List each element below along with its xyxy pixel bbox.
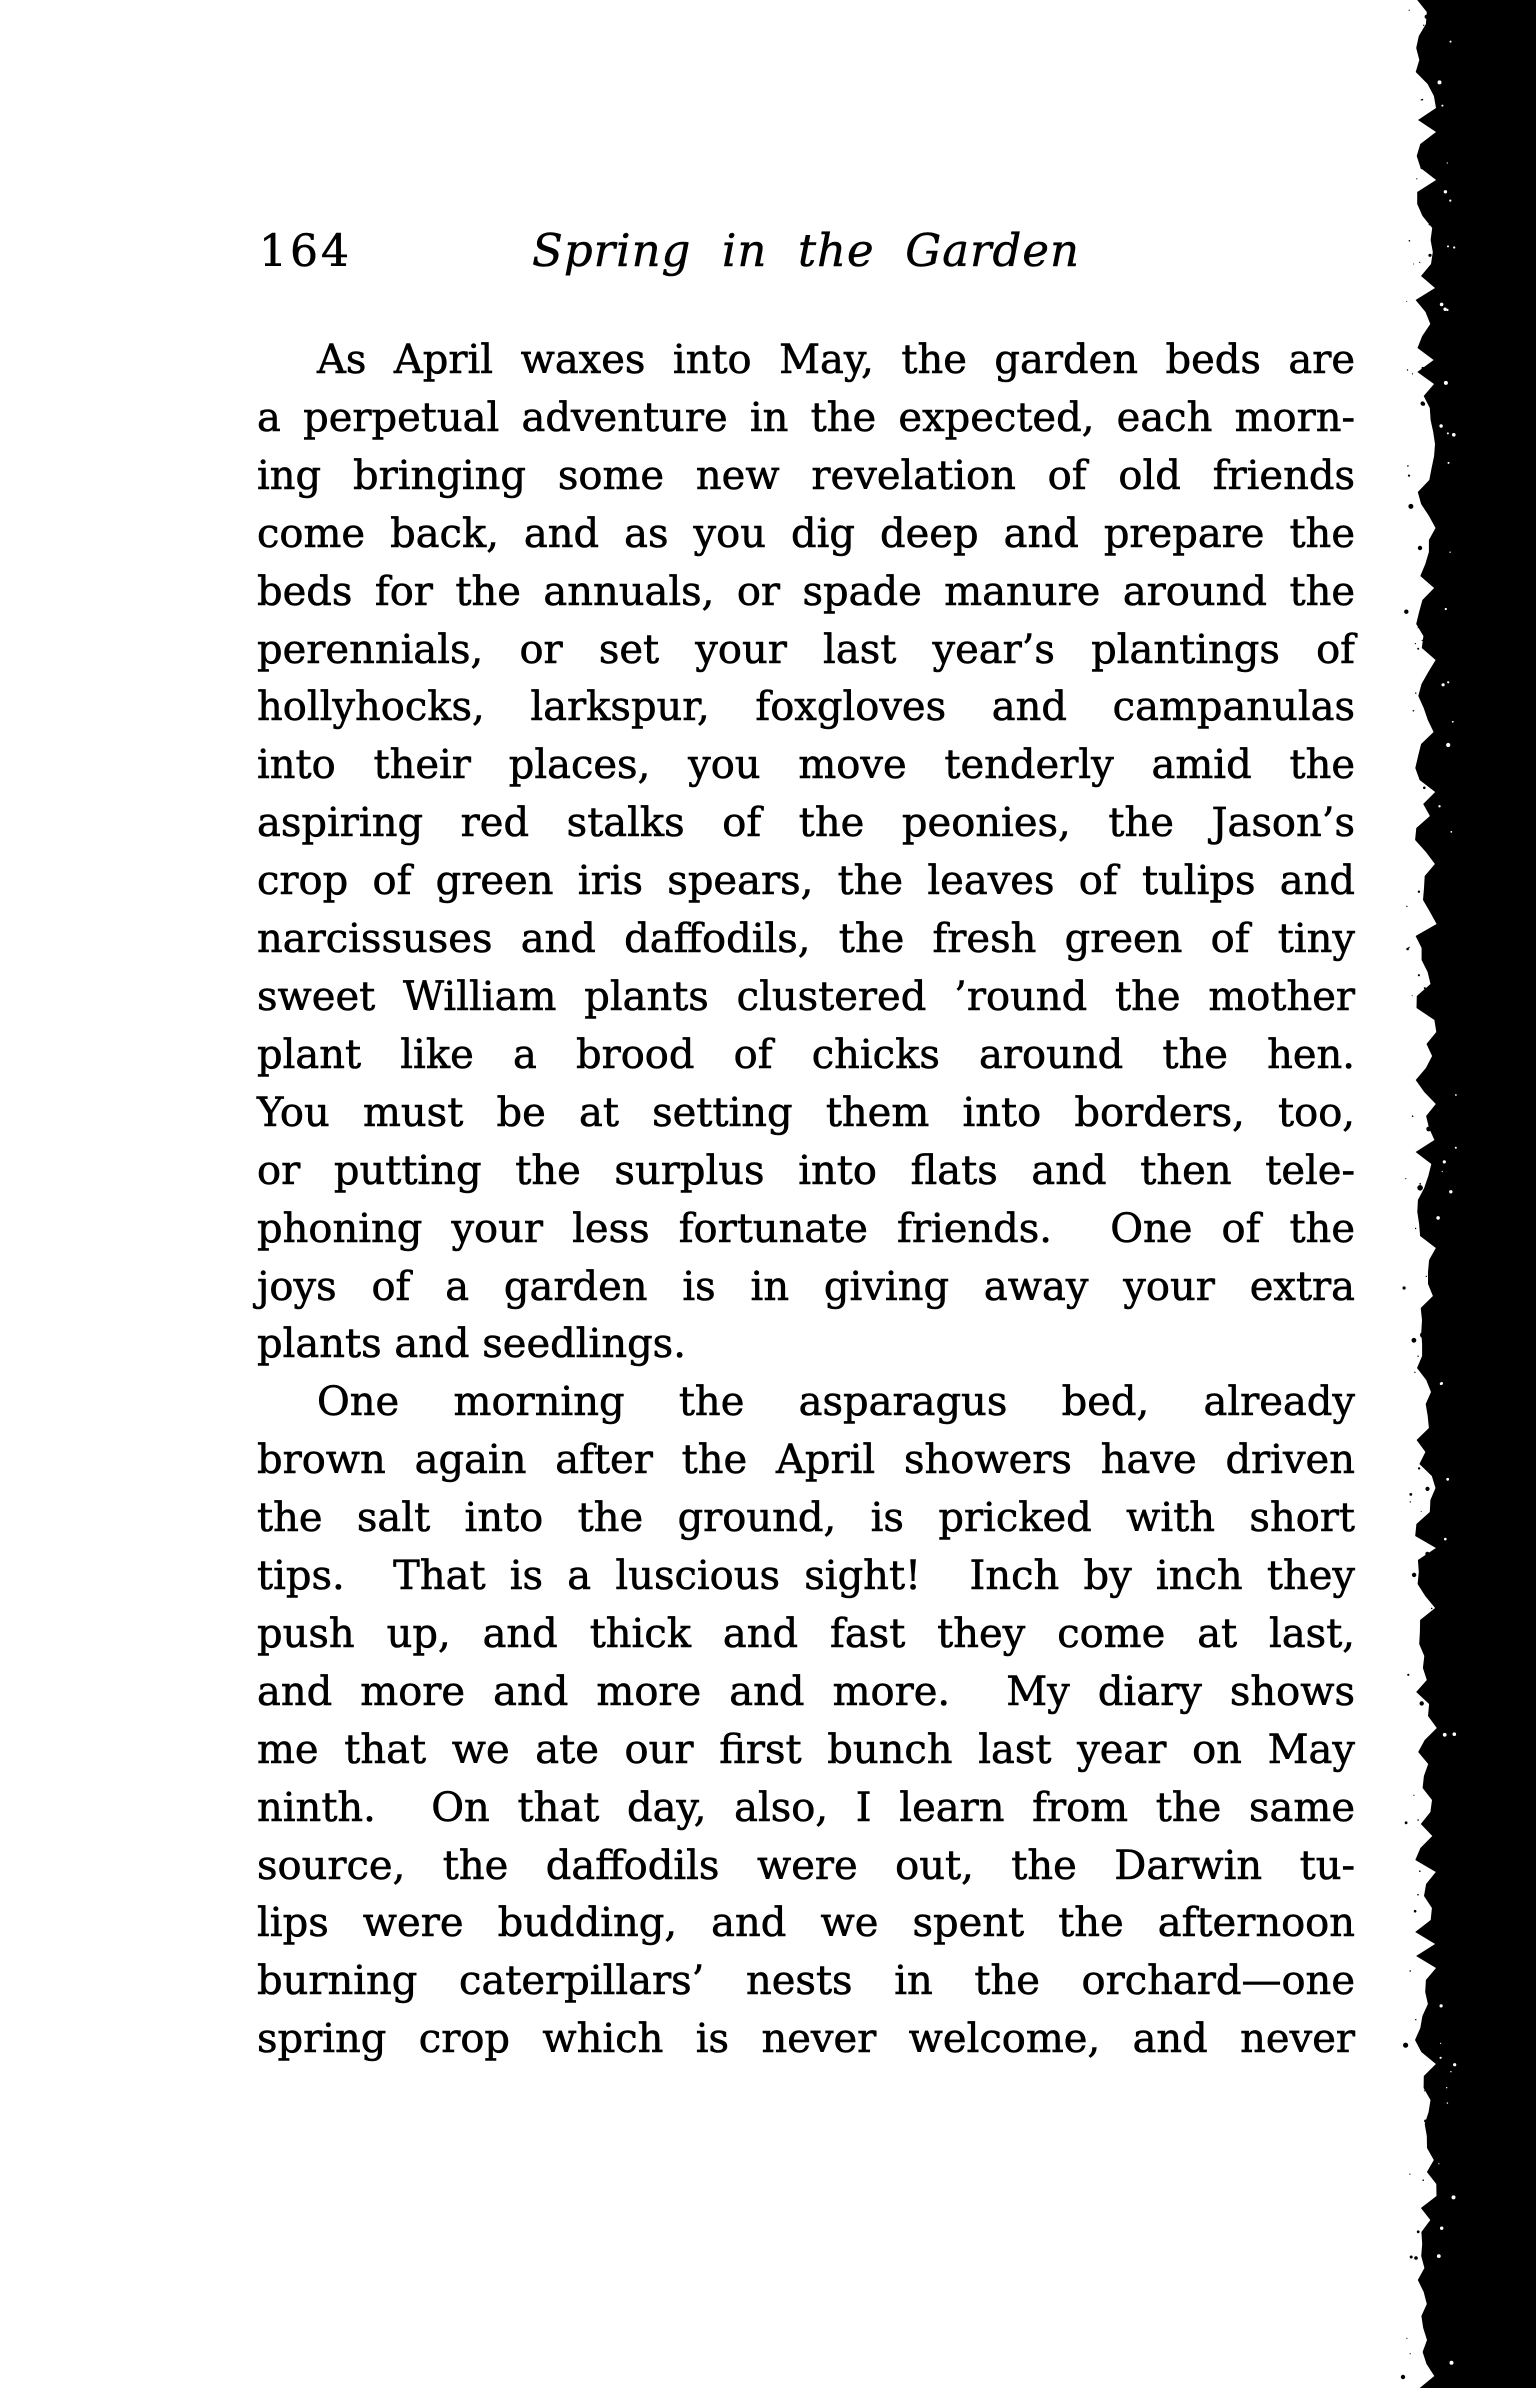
- text-line: burning caterpillars’ nests in the orchard—one: [257, 1958, 1355, 2005]
- text-line: hollyhocks, larkspur, foxgloves and campanulas: [257, 684, 1355, 731]
- text-line: aspiring red stalks of the peonies, the Jason’s: [257, 800, 1355, 847]
- page-header: [257, 222, 1355, 284]
- text-line: sweet William plants clustered ’round the mother: [257, 973, 1355, 1020]
- text-line: ing bringing some new revelation of old friends: [257, 452, 1355, 499]
- text-line: joys of a garden is in giving away your extra: [257, 1263, 1355, 1310]
- text-line: the salt into the ground, is pricked with short: [257, 1495, 1355, 1542]
- text-line: crop of green iris spears, the leaves of tulips and: [257, 858, 1355, 905]
- text-line: One morning the asparagus bed, already: [317, 1379, 1355, 1426]
- text-line: me that we ate our first bunch last year on May: [257, 1726, 1355, 1773]
- text-line: or putting the surplus into flats and then tele-: [257, 1147, 1355, 1194]
- text-line: perennials, or set your last year’s plantings of: [257, 626, 1355, 673]
- text-line: narcissuses and daffodils, the fresh green of tiny: [257, 916, 1355, 963]
- text-line: and more and more and more. My diary shows: [257, 1668, 1355, 1715]
- text-line: phoning your less fortunate friends. One of the: [257, 1205, 1355, 1252]
- text-line: ninth. On that day, also, I learn from the same: [257, 1784, 1355, 1831]
- text-line: source, the daffodils were out, the Darwin tu-: [257, 1842, 1355, 1889]
- text-line: come back, and as you dig deep and prepare the: [257, 510, 1355, 557]
- scan-gutter-band-artifact: [1396, 0, 1536, 2388]
- text-line: lips were budding, and we spent the afternoon: [257, 1900, 1355, 1947]
- text-line: beds for the annuals, or spade manure around the: [257, 568, 1355, 615]
- text-line: You must be at setting them into borders, too,: [257, 1089, 1355, 1136]
- text-line: a perpetual adventure in the expected, each morn-: [257, 394, 1355, 441]
- text-line: push up, and thick and fast they come at last,: [257, 1610, 1355, 1657]
- text-line: brown again after the April showers have driven: [257, 1437, 1355, 1484]
- text-line: plant like a brood of chicks around the hen.: [257, 1031, 1355, 1078]
- text-line: As April waxes into May, the garden beds are: [317, 337, 1355, 383]
- text-line: into their places, you move tenderly amid the: [257, 742, 1355, 789]
- page-number: 164: [259, 226, 352, 277]
- running-title: Spring in the Garden: [532, 224, 1080, 277]
- text-line: spring crop which is never welcome, and never: [257, 2016, 1355, 2063]
- text-line: tips. That is a luscious sight! Inch by inch they: [257, 1553, 1355, 1600]
- body-text: [257, 332, 1355, 2069]
- text-line: plants and seedlings.: [257, 1321, 686, 1368]
